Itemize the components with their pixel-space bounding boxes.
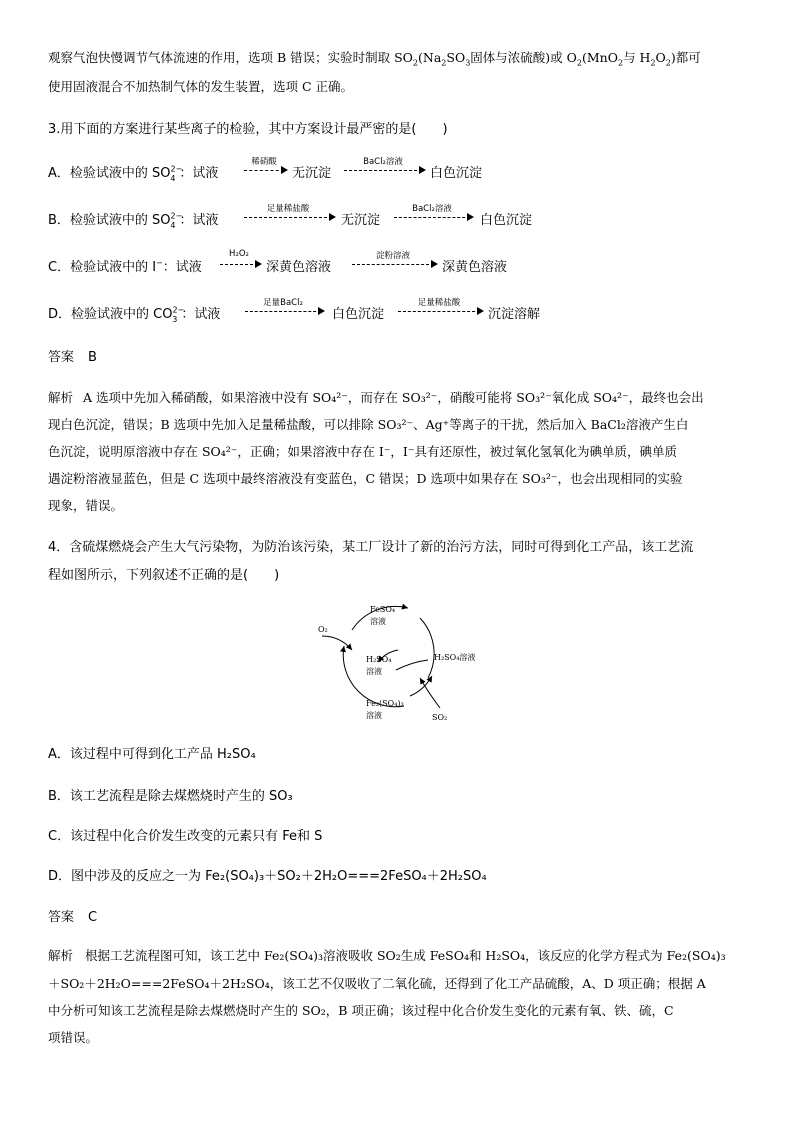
q3-answer: 答案 B bbox=[48, 350, 97, 365]
label-fe2so43: Fe₂(SO₄)₃ bbox=[366, 699, 404, 708]
option-prefix: A．检验试液中的 SO bbox=[48, 166, 171, 181]
q3-option-a: A．检验试液中的 $SO^{2-}_4$ ：试液 稀硝酸 无沉淀 BaCl₂溶液 白色沉淀 bbox=[48, 157, 483, 183]
q3-analysis-line: 现白色沉淀，错误；B 选项中先加入足量稀盐酸，可以排除 SO₃²⁻、Ag⁺等离子的干扰，然后加入 BaCl₂溶液产生白 bbox=[48, 417, 689, 432]
label-h2so4-product: H₂SO₄溶液 bbox=[434, 653, 476, 662]
q4-analysis-line: 解析 根据工艺流程图可知，该工艺中 Fe₂(SO₄)₃溶液吸收 SO₂生成 FeSO₄和 H₂SO₄，该反应的化学方程式为 Fe₂(SO₄)₃ bbox=[48, 948, 726, 963]
option-prefix: C．检验试液中的 I bbox=[48, 260, 157, 275]
q4-analysis-line: 中分析可知该工艺流程是除去煤燃烧时产生的 SO₂，B 项正确；该过程中化合价发生变化的元素有氧、铁、硫，C bbox=[48, 1003, 674, 1018]
label-so2: SO₂ bbox=[432, 713, 448, 722]
q4-analysis-line: 项错误。 bbox=[48, 1030, 99, 1045]
label-feso4-solution: 溶液 bbox=[370, 617, 386, 626]
q4-option-d: D．图中涉及的反应之一为 Fe₂(SO₄)₃＋SO₂＋2H₂O===2FeSO₄＋2H₂SO₄ bbox=[48, 869, 487, 884]
option-prefix: B．检验试液中的 SO bbox=[48, 213, 171, 228]
label-feso4: FeSO₄ bbox=[370, 605, 396, 614]
so2-input-arrow bbox=[420, 678, 440, 708]
q4-stem-line-2: 程如图所示，下列叙述不正确的是( ) bbox=[48, 568, 280, 583]
o2-input-arrow bbox=[322, 636, 352, 650]
q4-option-b: B．该工艺流程是除去煤燃烧时产生的 SO₃ bbox=[48, 789, 293, 804]
label-h2so4-inner: H₂SO₄ bbox=[366, 655, 392, 664]
process-flow-diagram bbox=[300, 596, 500, 724]
q4-stem-line-1: 4．含硫煤燃烧会产生大气污染物，为防治该污染，某工厂设计了新的治污方法，同时可得到化工产品，该工艺流 bbox=[48, 540, 694, 555]
q3-option-d: D．检验试液中的 $CO^{2-}_3$ ：试液 足量BaCl₂ 白色沉淀 足量稀盐酸 沉淀溶解 bbox=[48, 298, 541, 324]
q4-analysis-line: ＋SO₂＋2H₂O===2FeSO₄＋2H₂SO₄，该工艺不仅吸收了二氧化硫，还得到了化工产品硫酸，A、D 项正确；根据 A bbox=[48, 976, 706, 991]
q3-analysis-line: 解析 A 选项中先加入稀硝酸，如果溶液中没有 SO₄²⁻，而存在 SO₃²⁻，硝酸可能将 SO₃²⁻氧化成 SO₄²⁻，最终也会出 bbox=[48, 390, 704, 405]
q3-analysis-line: 遇淀粉溶液显蓝色，但是 C 选项中最终溶液没有变蓝色，C 错误；D 选项中如果存在 SO₃²⁻，也会出现相同的实验 bbox=[48, 471, 683, 486]
q3-analysis-line: 现象，错误。 bbox=[48, 498, 124, 513]
q4-option-c: C．该过程中化合价发生改变的元素只有 Fe和 S bbox=[48, 829, 323, 844]
option-prefix: D．检验试液中的 CO bbox=[48, 307, 173, 322]
label-fe2so43-solution: 溶液 bbox=[366, 711, 382, 720]
q3-option-c: C．检验试液中的 I−：试液 H₂O₂ 深黄色溶液 淀粉溶液 深黄色溶液 bbox=[48, 249, 508, 275]
q4-answer: 答案 C bbox=[48, 910, 98, 925]
prev-explanation-line-2: 使用固液混合不加热制气体的发生装置，选项 C 正确。 bbox=[48, 79, 354, 94]
q3-analysis-line: 色沉淀，说明原溶液中存在 SO₄²⁻，正确；如果溶液中存在 I⁻，I⁻具有还原性，被过氧化氢氧化为碘单质，碘单质 bbox=[48, 444, 677, 459]
q4-option-a: A．该过程中可得到化工产品 H₂SO₄ bbox=[48, 747, 256, 762]
q3-option-b: B．检验试液中的 $SO^{2-}_4$ ：试液 足量稀盐酸 无沉淀 BaCl₂溶液 白色沉淀 bbox=[48, 204, 533, 230]
h2so4-out-arrow bbox=[396, 660, 428, 670]
q3-stem: 3.用下面的方案进行某些离子的检验，其中方案设计最严密的是( ) bbox=[48, 122, 448, 137]
label-o2: O₂ bbox=[318, 625, 328, 634]
label-h2so4-inner-solution: 溶液 bbox=[366, 667, 382, 676]
prev-explanation-line-1: 观察气泡快慢调节气体流速的作用，选项 B 错误；实验时制取 $SO_2(Na_2SO_3$固体与浓硫酸)或 $O_2(MnO_2$与 $H_2O_2$)都可 bbox=[48, 50, 701, 68]
